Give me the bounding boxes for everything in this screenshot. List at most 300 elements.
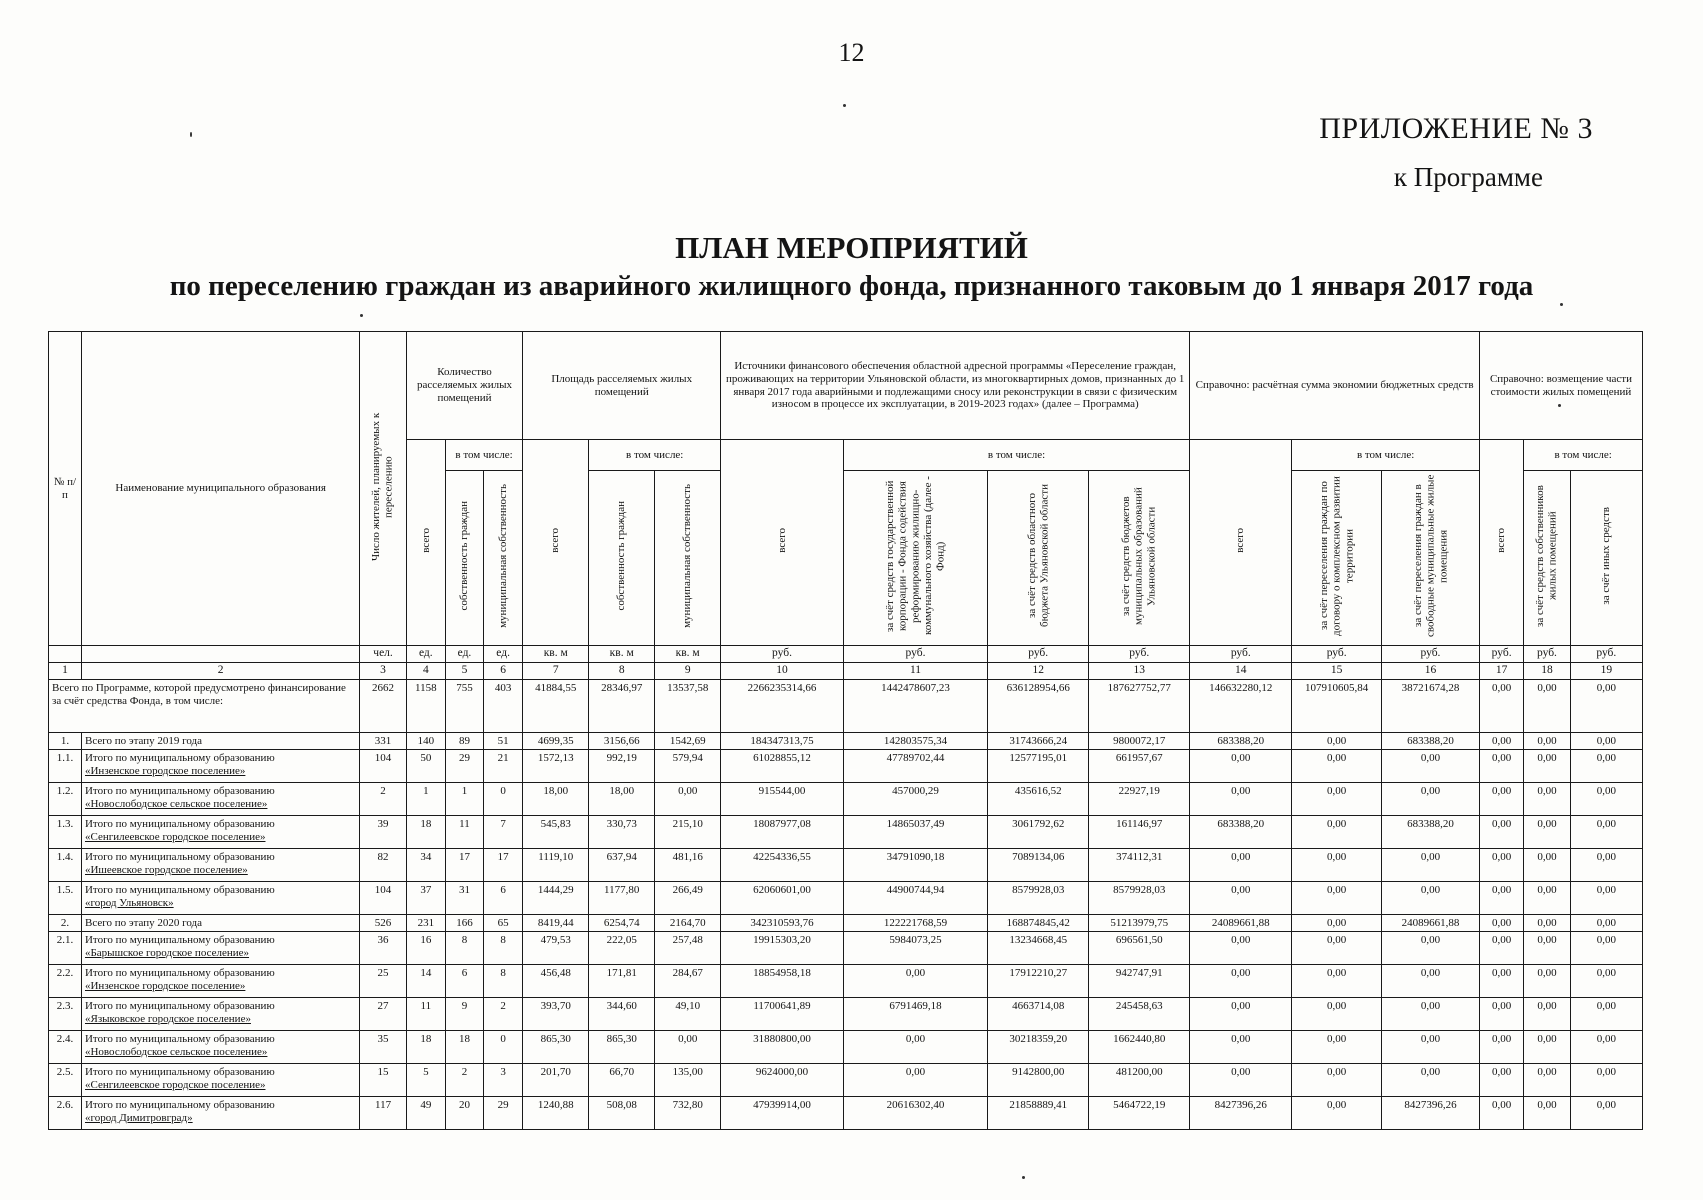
cell-value: 0,00 — [1524, 816, 1570, 849]
header-reimbursement-group: Справочно: возмещение части стоимости жилых помещений — [1479, 332, 1642, 440]
cell-value: 0,00 — [1570, 1064, 1642, 1097]
cell-value: 31 — [445, 882, 483, 915]
unit-cell: руб. — [1524, 646, 1570, 663]
appendix-sublabel: к Программе — [1393, 162, 1543, 192]
cell-value: 5984073,25 — [843, 932, 987, 965]
cell-value: 0,00 — [1479, 733, 1523, 750]
cell-value: 161146,97 — [1089, 816, 1190, 849]
cell-value: 1662440,80 — [1089, 1031, 1190, 1064]
cell-value: 146632280,12 — [1190, 680, 1292, 733]
cell-value: 231 — [406, 915, 445, 932]
header-area-total: всего — [523, 440, 589, 646]
row-number: 2.1. — [49, 932, 82, 965]
row-name — [81, 783, 359, 816]
column-number: 17 — [1479, 663, 1523, 680]
header-reimbursement-owners: за счёт средств собственников жилых помещений — [1524, 471, 1570, 646]
column-number: 11 — [843, 663, 987, 680]
cell-value: 0,00 — [1570, 680, 1642, 733]
row-name-line: Итого по муниципальному образованию — [84, 785, 275, 797]
unit-cell: кв. м — [655, 646, 721, 663]
row-name — [49, 680, 360, 733]
cell-value: 257,48 — [655, 932, 721, 965]
row-name-municipality: «Сенгилеевское городское поселение» — [84, 1078, 266, 1091]
cell-value: 16 — [406, 932, 445, 965]
cell-value: 9 — [445, 998, 483, 1031]
cell-value: 456,48 — [523, 965, 589, 998]
cell-value: 526 — [360, 915, 406, 932]
cell-value: 14 — [406, 965, 445, 998]
header-area-including: в том числе: — [589, 440, 721, 471]
cell-value: 0,00 — [1479, 783, 1523, 816]
cell-value: 0,00 — [655, 783, 721, 816]
header-name: Наименование муниципального образования — [81, 332, 359, 646]
cell-value: 18 — [406, 1031, 445, 1064]
cell-value: 1 — [445, 783, 483, 816]
row-name-municipality: «Инзенское городское поселение» — [84, 979, 246, 992]
cell-value: 142803575,34 — [843, 733, 987, 750]
cell-value: 992,19 — [589, 750, 655, 783]
row-name — [81, 849, 359, 882]
unit-cell: руб. — [1382, 646, 1480, 663]
cell-value: 0,00 — [1479, 849, 1523, 882]
appendix-label: ПРИЛОЖЕНИЕ № 3 — [1319, 112, 1593, 145]
cell-value: 1177,80 — [589, 882, 655, 915]
table-row — [49, 965, 1643, 998]
cell-value: 0 — [484, 1031, 523, 1064]
cell-value: 8427396,26 — [1382, 1097, 1480, 1130]
cell-value: 755 — [445, 680, 483, 733]
cell-value: 0,00 — [1190, 965, 1292, 998]
cell-value: 104 — [360, 750, 406, 783]
cell-value: 0,00 — [1479, 1097, 1523, 1130]
cell-value: 18,00 — [523, 783, 589, 816]
cell-value: 403 — [484, 680, 523, 733]
header-reimbursement-including: в том числе: — [1524, 440, 1643, 471]
cell-value: 4663714,08 — [988, 998, 1089, 1031]
cell-value: 66,70 — [589, 1064, 655, 1097]
cell-value: 15 — [360, 1064, 406, 1097]
cell-value: 0,00 — [1524, 1031, 1570, 1064]
cell-value: 0,00 — [1570, 998, 1642, 1031]
cell-value: 0,00 — [843, 965, 987, 998]
cell-value: 107910605,84 — [1292, 680, 1382, 733]
cell-value: 2 — [484, 998, 523, 1031]
cell-value: 330,73 — [589, 816, 655, 849]
plan-table-container — [48, 331, 1643, 1130]
cell-value: 17 — [484, 849, 523, 882]
scan-speck — [1022, 1176, 1025, 1179]
row-number: 2.2. — [49, 965, 82, 998]
cell-value: 0,00 — [1524, 1097, 1570, 1130]
cell-value: 0,00 — [1570, 1097, 1642, 1130]
cell-value: 8427396,26 — [1190, 1097, 1292, 1130]
cell-value: 0,00 — [1570, 1031, 1642, 1064]
cell-value: 942747,91 — [1089, 965, 1190, 998]
cell-value: 435616,52 — [988, 783, 1089, 816]
cell-value: 1444,29 — [523, 882, 589, 915]
scan-speck — [843, 104, 846, 107]
cell-value: 4699,35 — [523, 733, 589, 750]
row-name — [81, 882, 359, 915]
cell-value: 29 — [484, 1097, 523, 1130]
cell-value: 0,00 — [1292, 750, 1382, 783]
cell-value: 11 — [406, 998, 445, 1031]
cell-value: 5 — [406, 1064, 445, 1097]
cell-value: 1 — [406, 783, 445, 816]
cell-value: 0,00 — [1190, 1031, 1292, 1064]
cell-value: 0,00 — [1570, 965, 1642, 998]
cell-value: 8 — [484, 932, 523, 965]
table-row — [49, 932, 1643, 965]
header-finance-including: в том числе: — [843, 440, 1189, 471]
column-number: 13 — [1089, 663, 1190, 680]
cell-value: 42254336,55 — [721, 849, 844, 882]
cell-value: 41884,55 — [523, 680, 589, 733]
table-row — [49, 816, 1643, 849]
cell-value: 28346,97 — [589, 680, 655, 733]
unit-cell: чел. — [360, 646, 406, 663]
cell-value: 34 — [406, 849, 445, 882]
cell-value: 8579928,03 — [1089, 882, 1190, 915]
cell-value: 19915303,20 — [721, 932, 844, 965]
cell-value: 166 — [445, 915, 483, 932]
row-name-municipality: «Сенгилеевское городское поселение» — [84, 830, 266, 843]
header-savings-free-premises: за счёт переселения граждан в свободные муниципальные жилые помещения — [1382, 471, 1480, 646]
row-name-line: Итого по муниципальному образованию — [84, 752, 275, 764]
unit-cell: руб. — [843, 646, 987, 663]
cell-value: 0,00 — [1190, 882, 1292, 915]
cell-value: 222,05 — [589, 932, 655, 965]
cell-value: 27 — [360, 998, 406, 1031]
row-name-line: Итого по муниципальному образованию — [84, 1066, 275, 1078]
cell-value: 21 — [484, 750, 523, 783]
column-number: 15 — [1292, 663, 1382, 680]
cell-value: 0,00 — [1524, 680, 1570, 733]
row-number: 1.5. — [49, 882, 82, 915]
cell-value: 89 — [445, 733, 483, 750]
row-number: 2.4. — [49, 1031, 82, 1064]
cell-value: 0,00 — [1479, 882, 1523, 915]
row-number: 1.1. — [49, 750, 82, 783]
column-number: 2 — [81, 663, 359, 680]
cell-value: 30218359,20 — [988, 1031, 1089, 1064]
cell-value: 579,94 — [655, 750, 721, 783]
row-number: 2.3. — [49, 998, 82, 1031]
cell-value: 62060601,00 — [721, 882, 844, 915]
cell-value: 11700641,89 — [721, 998, 844, 1031]
cell-value: 171,81 — [589, 965, 655, 998]
cell-value: 0,00 — [1570, 816, 1642, 849]
cell-value: 683388,20 — [1190, 816, 1292, 849]
row-name — [81, 965, 359, 998]
cell-value: 0,00 — [1479, 915, 1523, 932]
cell-value: 3156,66 — [589, 733, 655, 750]
cell-value: 481,16 — [655, 849, 721, 882]
cell-value: 51 — [484, 733, 523, 750]
cell-value: 49 — [406, 1097, 445, 1130]
cell-value: 14865037,49 — [843, 816, 987, 849]
cell-value: 7089134,06 — [988, 849, 1089, 882]
cell-value: 344,60 — [589, 998, 655, 1031]
cell-value: 3061792,62 — [988, 816, 1089, 849]
header-savings-total: всего — [1190, 440, 1292, 646]
cell-value: 0,00 — [655, 1031, 721, 1064]
unit-cell: ед. — [484, 646, 523, 663]
row-number: 1.4. — [49, 849, 82, 882]
cell-value: 51213979,75 — [1089, 915, 1190, 932]
cell-value: 284,67 — [655, 965, 721, 998]
cell-value: 0,00 — [1524, 750, 1570, 783]
cell-value: 6791469,18 — [843, 998, 987, 1031]
row-number: 1. — [49, 733, 82, 750]
cell-value: 20616302,40 — [843, 1097, 987, 1130]
cell-value: 13234668,45 — [988, 932, 1089, 965]
row-name — [81, 1031, 359, 1064]
cell-value: 661957,67 — [1089, 750, 1190, 783]
row-name-municipality: «город Ульяновск» — [84, 896, 174, 909]
cell-value: 0,00 — [1524, 733, 1570, 750]
cell-value: 17912210,27 — [988, 965, 1089, 998]
row-name-line: Итого по муниципальному образованию — [84, 967, 275, 979]
cell-value: 36 — [360, 932, 406, 965]
cell-value: 0,00 — [1292, 915, 1382, 932]
column-number: 5 — [445, 663, 483, 680]
table-row — [49, 783, 1643, 816]
cell-value: 61028855,12 — [721, 750, 844, 783]
cell-value: 1119,10 — [523, 849, 589, 882]
cell-value: 184347313,75 — [721, 733, 844, 750]
header-finance-fund: за счёт средств государственной корпорации - Фонда содействия реформированию жилищно-коммунального хозяйства (далее - Фонд) — [843, 471, 987, 646]
column-numbers-row — [49, 663, 1643, 680]
cell-value: 374112,31 — [1089, 849, 1190, 882]
row-name-line: Итого по муниципальному образованию — [84, 884, 275, 896]
cell-value: 0,00 — [1292, 1097, 1382, 1130]
cell-value: 117 — [360, 1097, 406, 1130]
cell-value: 331 — [360, 733, 406, 750]
cell-value: 18087977,08 — [721, 816, 844, 849]
cell-value: 732,80 — [655, 1097, 721, 1130]
cell-value: 31880800,00 — [721, 1031, 844, 1064]
unit-cell: ед. — [406, 646, 445, 663]
column-number: 8 — [589, 663, 655, 680]
cell-value: 0,00 — [1190, 750, 1292, 783]
cell-value: 0,00 — [1524, 882, 1570, 915]
cell-value: 187627752,77 — [1089, 680, 1190, 733]
cell-value: 0,00 — [1570, 783, 1642, 816]
cell-value: 0,00 — [1382, 882, 1480, 915]
row-name — [81, 1064, 359, 1097]
cell-value: 18 — [445, 1031, 483, 1064]
row-name-municipality: «Новослободское сельское поселение» — [84, 1045, 268, 1058]
cell-value: 0,00 — [1524, 783, 1570, 816]
cell-value: 0,00 — [843, 1031, 987, 1064]
cell-value: 696561,50 — [1089, 932, 1190, 965]
cell-value: 0,00 — [1479, 816, 1523, 849]
cell-value: 6 — [484, 882, 523, 915]
row-name-municipality: «Новослободское сельское поселение» — [84, 797, 268, 810]
cell-value: 34791090,18 — [843, 849, 987, 882]
header-rooms-municipal: муниципальная собственность — [484, 471, 523, 646]
cell-value: 21858889,41 — [988, 1097, 1089, 1130]
cell-value: 31743666,24 — [988, 733, 1089, 750]
header-area-municipal: муниципальная собственность — [655, 471, 721, 646]
table-row — [49, 998, 1643, 1031]
cell-value: 9624000,00 — [721, 1064, 844, 1097]
cell-value: 0,00 — [1524, 915, 1570, 932]
cell-value: 8 — [484, 965, 523, 998]
cell-value: 6254,74 — [589, 915, 655, 932]
column-number: 1 — [49, 663, 82, 680]
unit-cell: руб. — [1089, 646, 1190, 663]
cell-value: 481200,00 — [1089, 1064, 1190, 1097]
table-row — [49, 915, 1643, 932]
header-reimbursement-other: за счёт иных средств — [1570, 471, 1642, 646]
column-number: 12 — [988, 663, 1089, 680]
table-row — [49, 882, 1643, 915]
units-row — [49, 646, 1643, 663]
cell-value: 2662 — [360, 680, 406, 733]
row-name-line: Итого по муниципальному образованию — [84, 1099, 275, 1111]
cell-value: 24089661,88 — [1382, 915, 1480, 932]
header-no: № п/п — [49, 332, 82, 646]
cell-value: 0,00 — [1524, 1064, 1570, 1097]
cell-value: 140 — [406, 733, 445, 750]
cell-value: 0,00 — [843, 1064, 987, 1097]
cell-value: 3 — [484, 1064, 523, 1097]
cell-value: 2 — [445, 1064, 483, 1097]
row-name-line: Итого по муниципальному образованию — [84, 818, 275, 830]
cell-value: 0,00 — [1570, 733, 1642, 750]
cell-value: 65 — [484, 915, 523, 932]
header-rooms-total: всего — [406, 440, 445, 646]
cell-value: 457000,29 — [843, 783, 987, 816]
cell-value: 22927,19 — [1089, 783, 1190, 816]
header-finance-total: всего — [721, 440, 844, 646]
header-savings-group: Справочно: расчётная сумма экономии бюджетных средств — [1190, 332, 1480, 440]
row-number: 2.5. — [49, 1064, 82, 1097]
row-name-line: Итого по муниципальному образованию — [84, 851, 275, 863]
row-name-municipality: «город Димитровград» — [84, 1111, 193, 1124]
row-name — [81, 1097, 359, 1130]
cell-value: 1158 — [406, 680, 445, 733]
cell-value: 0,00 — [1190, 849, 1292, 882]
cell-value: 13537,58 — [655, 680, 721, 733]
cell-value: 0,00 — [1382, 1031, 1480, 1064]
header-rooms-citizens: собственность граждан — [445, 471, 483, 646]
column-number: 18 — [1524, 663, 1570, 680]
cell-value: 50 — [406, 750, 445, 783]
cell-value: 37 — [406, 882, 445, 915]
table-row — [49, 1064, 1643, 1097]
column-number: 7 — [523, 663, 589, 680]
cell-value: 0,00 — [1292, 849, 1382, 882]
header-area-group: Площадь расселяемых жилых помещений — [523, 332, 721, 440]
cell-value: 25 — [360, 965, 406, 998]
cell-value: 0,00 — [1524, 965, 1570, 998]
cell-value: 9800072,17 — [1089, 733, 1190, 750]
cell-value: 0,00 — [1190, 932, 1292, 965]
header-reimbursement-total: всего — [1479, 440, 1523, 646]
cell-value: 47939914,00 — [721, 1097, 844, 1130]
header-residents: Число жителей, планируемых к переселению — [360, 332, 406, 646]
header-area-citizens: собственность граждан — [589, 471, 655, 646]
document-subtitle: по переселению граждан из аварийного жилищного фонда, признанного таковым до 1 января 2017 года — [169, 270, 1534, 302]
cell-value: 44900744,94 — [843, 882, 987, 915]
row-name-line: Всего по Программе, которой предусмотрено финансирование за счёт средства Фонда, в том числе: — [52, 682, 346, 707]
cell-value: 636128954,66 — [988, 680, 1089, 733]
cell-value: 1240,88 — [523, 1097, 589, 1130]
cell-value: 0,00 — [1479, 998, 1523, 1031]
cell-value: 1572,13 — [523, 750, 589, 783]
cell-value: 0 — [484, 783, 523, 816]
cell-value: 0,00 — [1292, 783, 1382, 816]
cell-value: 0,00 — [1292, 816, 1382, 849]
plan-table — [48, 331, 1643, 1130]
cell-value: 0,00 — [1382, 998, 1480, 1031]
cell-value: 1442478607,23 — [843, 680, 987, 733]
table-body — [49, 680, 1643, 1130]
page-number: 12 — [838, 38, 865, 67]
cell-value: 8 — [445, 932, 483, 965]
row-number: 1.3. — [49, 816, 82, 849]
cell-value: 0,00 — [1570, 750, 1642, 783]
unit-cell: руб. — [1479, 646, 1523, 663]
cell-value: 0,00 — [1292, 1031, 1382, 1064]
cell-value: 683388,20 — [1382, 816, 1480, 849]
cell-value: 8419,44 — [523, 915, 589, 932]
header-finance-municipal-budget: за счёт средств бюджетов муниципальных образований Ульяновской области — [1089, 471, 1190, 646]
table-row — [49, 680, 1643, 733]
cell-value: 0,00 — [1292, 1064, 1382, 1097]
cell-value: 865,30 — [589, 1031, 655, 1064]
row-number: 2. — [49, 915, 82, 932]
header-rooms-including: в том числе: — [445, 440, 522, 471]
table-row — [49, 1097, 1643, 1130]
cell-value: 2266235314,66 — [721, 680, 844, 733]
column-number: 19 — [1570, 663, 1642, 680]
cell-value: 0,00 — [1190, 1064, 1292, 1097]
cell-value: 20 — [445, 1097, 483, 1130]
header-finance-group: Источники финансового обеспечения областной адресной программы «Переселение граждан, проживающих на территории Ульяновской области, из многоквартирных домов, признанных до 1 января 2017 года аварийными и подлежащими сносу или реконструкции в связи с физическим износом в процессе их эксплуатации, в 2019-2023 годах» (далее – Программа) — [721, 332, 1190, 440]
cell-value: 82 — [360, 849, 406, 882]
row-name — [81, 750, 359, 783]
cell-value: 104 — [360, 882, 406, 915]
cell-value: 0,00 — [1570, 915, 1642, 932]
table-row — [49, 733, 1643, 750]
cell-value: 0,00 — [1479, 932, 1523, 965]
cell-value: 508,08 — [589, 1097, 655, 1130]
cell-value: 5464722,19 — [1089, 1097, 1190, 1130]
row-name-line: Итого по муниципальному образованию — [84, 1000, 275, 1012]
cell-value: 0,00 — [1292, 932, 1382, 965]
unit-cell: кв. м — [589, 646, 655, 663]
unit-cell: руб. — [721, 646, 844, 663]
row-name — [81, 915, 359, 932]
row-name-line: Всего по этапу 2020 года — [84, 916, 203, 929]
cell-value: 12577195,01 — [988, 750, 1089, 783]
row-name-line: Итого по муниципальному образованию — [84, 934, 275, 946]
cell-value: 393,70 — [523, 998, 589, 1031]
cell-value: 201,70 — [523, 1064, 589, 1097]
cell-value: 49,10 — [655, 998, 721, 1031]
cell-value: 0,00 — [1190, 998, 1292, 1031]
cell-value: 0,00 — [1382, 1064, 1480, 1097]
cell-value: 0,00 — [1292, 998, 1382, 1031]
column-number: 3 — [360, 663, 406, 680]
cell-value: 2164,70 — [655, 915, 721, 932]
cell-value: 38721674,28 — [1382, 680, 1480, 733]
unit-cell: ед. — [445, 646, 483, 663]
